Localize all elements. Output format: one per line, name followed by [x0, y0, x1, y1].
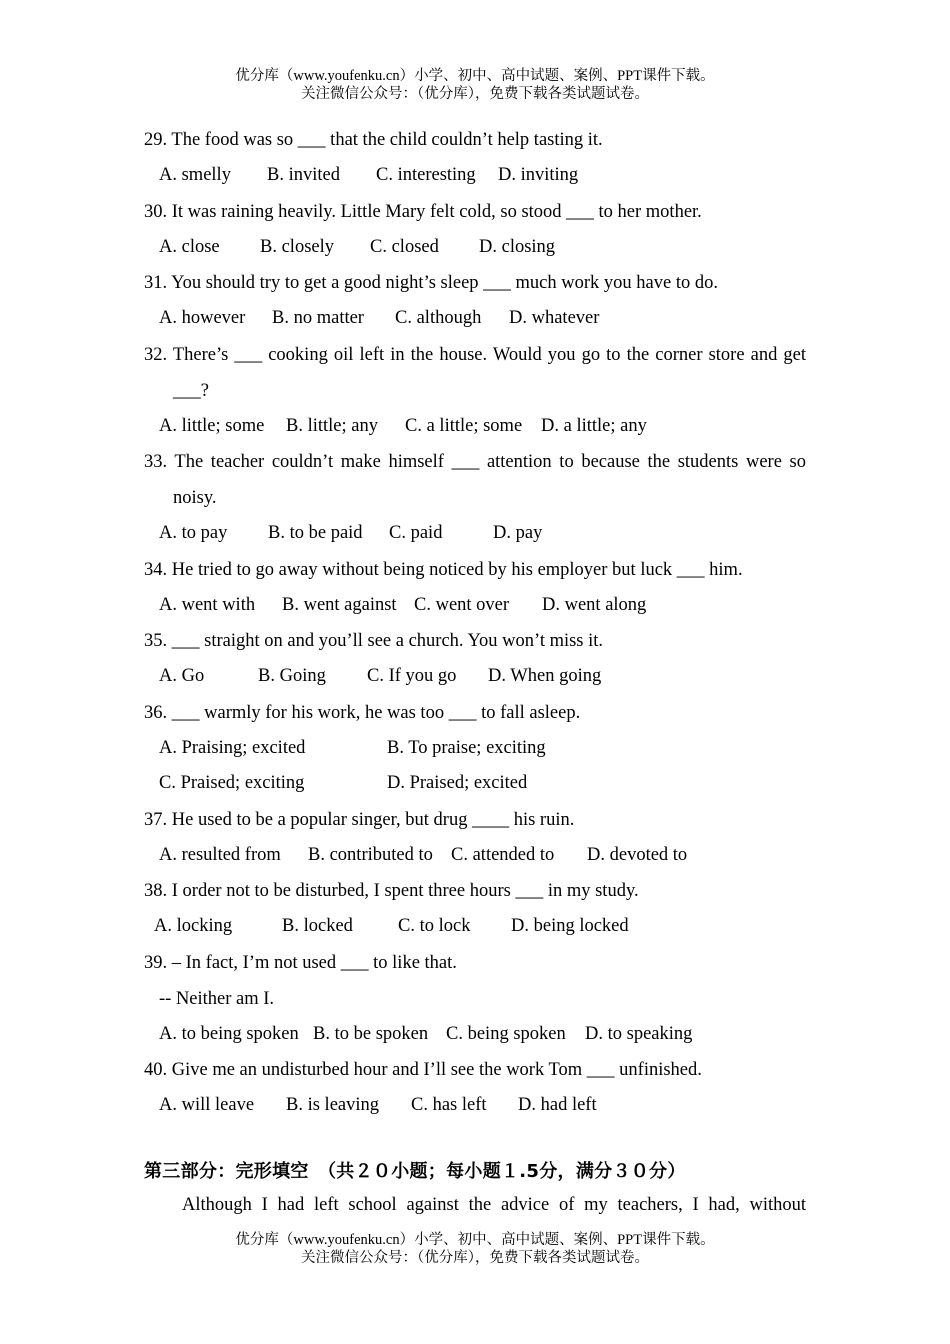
question-34: 34. He tried to go away without being noticed by his employer but luck ___ him. [144, 559, 743, 580]
question-35: 35. ___ straight on and you’ll see a church. You won’t miss it. [144, 631, 604, 651]
question-list [144, 122, 806, 1124]
option: B. is leaving [286, 1095, 380, 1115]
question-33: 33. The teacher couldn’t make himself ___ attention to because the students were so noisy. [144, 452, 806, 508]
option: A. locking [154, 916, 233, 936]
option: C. closed [370, 236, 439, 257]
options-36 [144, 731, 806, 802]
header-line-1: 优分库（www.youfenku.cn）小学、初中、高中试题、案例、PPT课件下载。 [235, 68, 715, 84]
option: B. went against [282, 594, 397, 615]
question-40: 40. Give me an undisturbed hour and I’ll see the work Tom ___ unfinished. [144, 1060, 702, 1080]
option: B. invited [267, 165, 340, 185]
option: C. although [395, 308, 482, 328]
option: B. Going [258, 666, 326, 686]
options-32 [144, 409, 806, 445]
option: A. to pay [159, 523, 228, 543]
question-30: 30. It was raining heavily. Little Mary felt cold, so stood ___ to her mother. [144, 201, 702, 222]
option: C. a little; some [405, 415, 523, 436]
option: D. pay [493, 523, 543, 543]
option: D. whatever [509, 308, 600, 328]
option: D. Praised; excited [387, 773, 528, 793]
option: C. attended to [451, 844, 555, 865]
question-39-reply: -- Neither am I. [159, 988, 275, 1009]
option: D. went along [542, 594, 647, 615]
options-33 [144, 516, 806, 552]
option: D. a little; any [541, 415, 647, 436]
option: B. little; any [286, 415, 378, 436]
option: C. If you go [367, 666, 457, 686]
option: C. went over [414, 594, 510, 615]
option: D. had left [518, 1095, 597, 1115]
option: D. closing [479, 236, 556, 257]
option: C. to lock [398, 916, 471, 936]
option: B. contributed to [308, 844, 433, 865]
page-footer [0, 1231, 950, 1267]
question-29: 29. The food was so ___ that the child couldn’t help tasting it. [144, 130, 603, 150]
options-35 [144, 659, 806, 695]
question-36: 36. ___ warmly for his work, he was too ___ to fall asleep. [144, 702, 581, 723]
footer-line-2: 关注微信公众号：（优分库），免费下载各类试题试卷。 [301, 1250, 649, 1266]
option: A. close [159, 236, 220, 257]
option: B. to be paid [268, 523, 363, 543]
option: D. When going [488, 666, 602, 686]
options-30 [144, 230, 806, 266]
option: D. being locked [511, 916, 629, 936]
footer-line-1: 优分库（www.youfenku.cn）小学、初中、高中试题、案例、PPT课件下载。 [235, 1232, 715, 1248]
options-31 [144, 301, 806, 337]
question-31: 31. You should try to get a good night’s sleep ___ much work you have to do. [144, 273, 718, 293]
option: A. smelly [159, 165, 231, 185]
option: B. locked [282, 916, 353, 936]
option: C. interesting [376, 165, 476, 185]
options-39 [144, 1017, 806, 1053]
option: A. however [159, 308, 246, 328]
option: C. paid [389, 523, 443, 543]
header-line-2: 关注微信公众号：（优分库），免费下载各类试题试卷。 [301, 86, 649, 102]
option: C. being spoken [446, 1023, 566, 1044]
option: A. to being spoken [159, 1023, 299, 1044]
option: D. inviting [498, 165, 579, 185]
options-37 [144, 838, 806, 874]
option: D. to speaking [585, 1023, 693, 1044]
part3-heading: 第三部分：完形填空 （共２０小题；每小题１.5分，满分３０分） [144, 1161, 686, 1182]
question-38: 38. I order not to be disturbed, I spent three hours ___ in my study. [144, 881, 639, 901]
question-39: 39. – In fact, I’m not used ___ to like that. [144, 952, 457, 973]
option: D. devoted to [587, 844, 688, 865]
option: B. no matter [272, 308, 364, 328]
option: B. closely [260, 236, 334, 257]
option: A. went with [159, 594, 256, 615]
option: A. Go [159, 666, 205, 686]
page-header-top [0, 67, 950, 103]
option: B. To praise; exciting [387, 737, 546, 758]
option: C. Praised; exciting [159, 773, 305, 793]
options-38 [144, 909, 806, 945]
option: B. to be spoken [313, 1023, 429, 1044]
options-34 [144, 588, 806, 624]
options-40 [144, 1088, 806, 1124]
option: C. has left [411, 1095, 487, 1115]
option: A. will leave [159, 1095, 255, 1115]
passage-first-line: Although I had left school against the advice of my teachers, I had, without [182, 1195, 806, 1215]
option: A. little; some [159, 415, 265, 436]
question-32: 32. There’s ___ cooking oil left in the house. Would you go to the corner store and get ___? [144, 344, 806, 401]
options-29 [144, 158, 806, 194]
option: A. Praising; excited [159, 737, 306, 758]
question-37: 37. He used to be a popular singer, but drug ____ his ruin. [144, 809, 575, 830]
option: A. resulted from [159, 844, 281, 865]
